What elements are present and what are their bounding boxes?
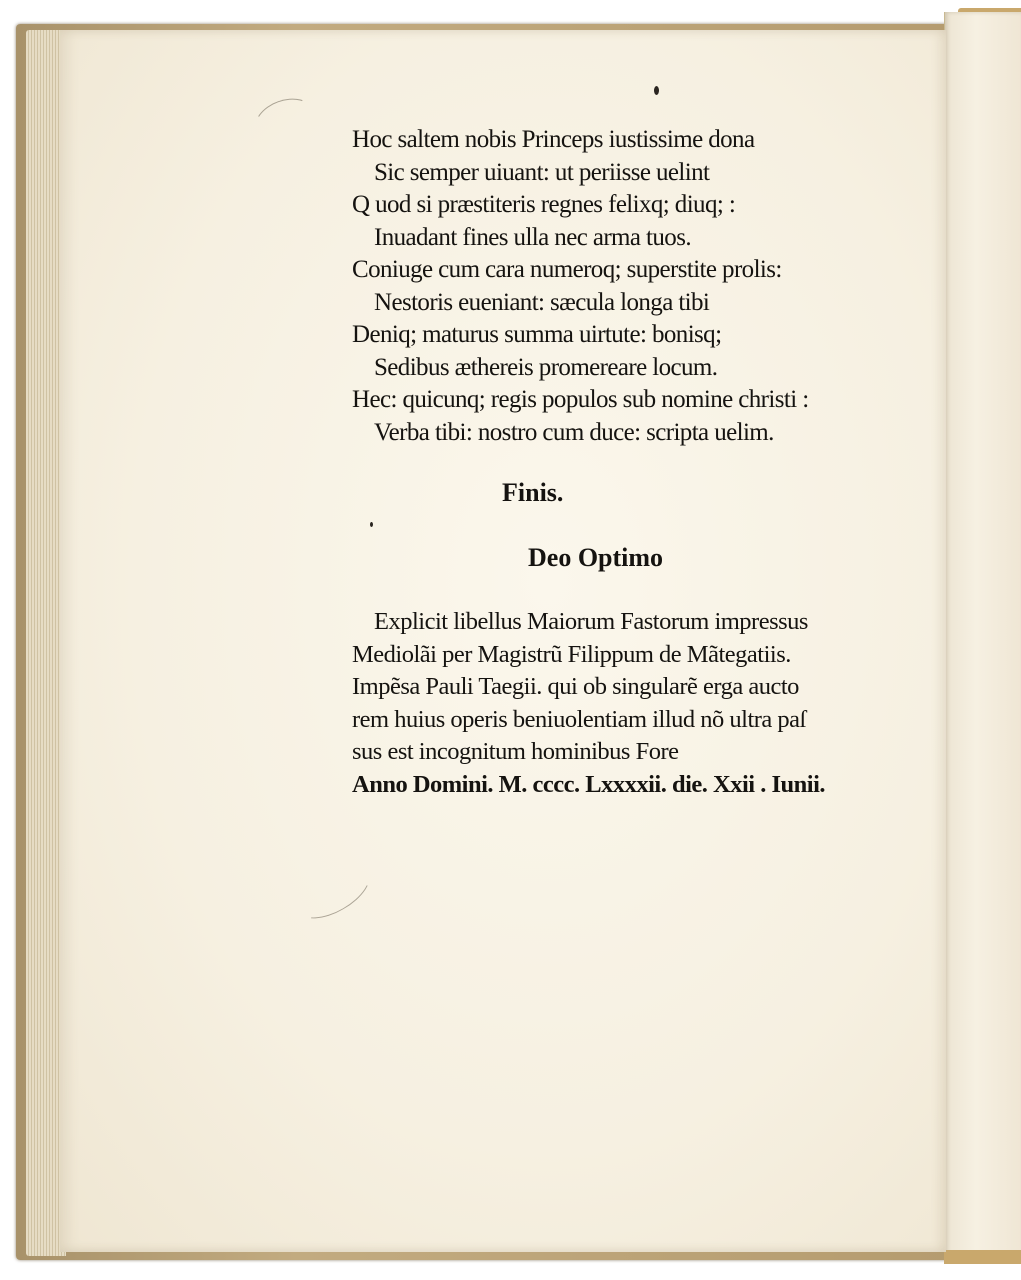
verse-line: Q uod si præstiteris regnes felixq; diuq; : [352, 191, 736, 218]
verse-line: Hec: quicunq; regis populos sub nomine christi : [352, 386, 809, 413]
colophon-line: Anno Domini. M. cccc. Lxxxxii. die. Xxii . Iunii. [352, 770, 826, 798]
verse-line: Verba tibi: nostro cum duce: scripta uelim. [374, 418, 774, 446]
verse-line: Nestoris eueniant: sæcula longa tibi [374, 288, 710, 316]
verse-line: Inuadant fines ulla nec arma tuos. [374, 223, 691, 251]
colophon-line: Mediolãi per Magistrũ Filippum de Mãtegatiis. [352, 640, 791, 668]
ink-speck [370, 522, 373, 527]
right-leaf-bottom-edge [944, 1250, 1021, 1264]
colophon-line: Explicit libellus Maiorum Fastorum impressus [374, 608, 808, 635]
right-facing-leaf [944, 12, 1021, 1256]
verse-line: Coniuge cum cara numeroq; superstite prolis: [352, 256, 782, 283]
colophon-line: rem huius operis beniuolentiam illud nõ ultra paſ [352, 705, 806, 733]
deo-optimo-heading: Deo Optimo [528, 543, 664, 572]
ink-speck [654, 86, 659, 95]
finis-heading: Finis. [502, 478, 564, 507]
colophon-block [352, 606, 882, 802]
colophon-line: Impẽsa Pauli Taegii. qui ob singularẽ erga aucto [352, 673, 799, 701]
verse-line: Sic semper uiuant: ut periisse uelint [374, 158, 710, 186]
verse-line: Hoc saltem nobis Princeps iustissime dona [352, 126, 755, 153]
verse-block [352, 124, 892, 449]
verse-line: Deniq; maturus summa uirtute: bonisq; [352, 321, 722, 348]
verse-line: Sedibus æthereis promereare locum. [374, 353, 718, 381]
colophon-line: sus est incognitum hominibus Fore [352, 738, 679, 766]
